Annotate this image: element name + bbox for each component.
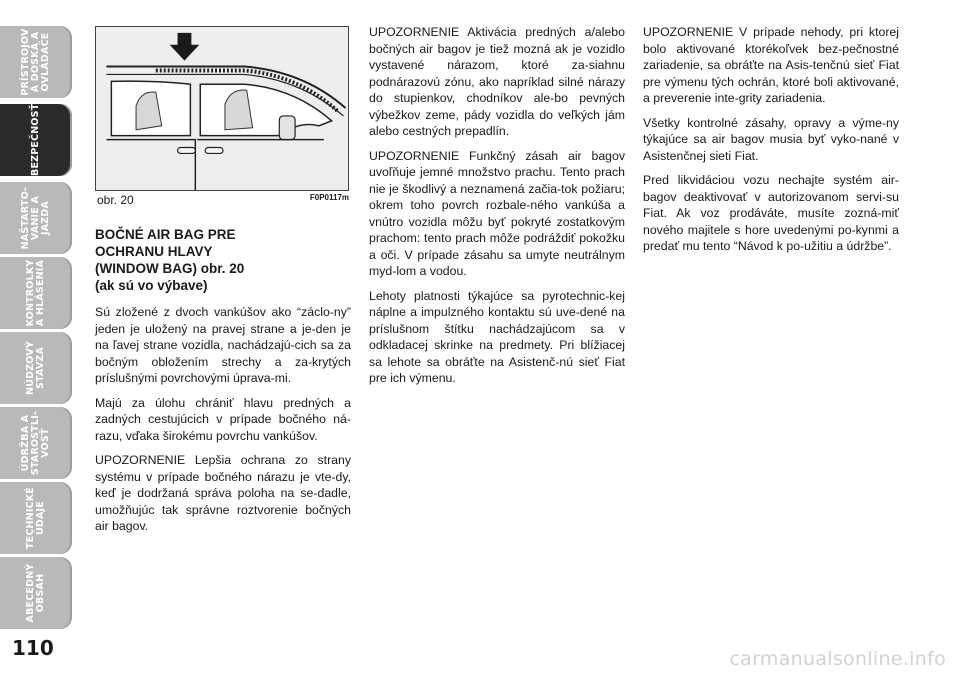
text-column-3 <box>643 24 899 263</box>
tab-label: PRÍSTROJOV Á DOSKA A OVLÁDAČE <box>20 28 51 96</box>
tab-pristrojova-doska[interactable] <box>0 26 72 98</box>
figure-caption: obr. 20 <box>97 193 134 207</box>
paragraph: Sú zložené z dvoch vankúšov ako “záclo-ny” jeden je uložený na pravej strane a je-den je na ľavej strane vozidla, nachádzajú-cich sa za bočným obložením strechy a za-krytých príslušnými povrchovými úprava-mi. <box>95 305 351 385</box>
figure-code: F0P0117m <box>309 193 349 202</box>
figure-20 <box>95 26 349 216</box>
text-column-2 <box>369 24 625 395</box>
section-heading: BOČNÉ AIR BAG PRE OCHRANU HLAVY (WINDOW BAG) obr. 20 (ak sú vo výbave) <box>95 227 245 293</box>
paragraph: Všetky kontrolné zásahy, opravy a výme-ny týkajúce sa air bagov musia byť vyko-nané v Asistenčnej sieti Fiat. <box>643 115 899 163</box>
car-door-illustration <box>95 26 349 191</box>
tab-abecedny-obsah[interactable] <box>0 557 72 629</box>
chapter-tabs <box>0 0 80 677</box>
text-column-1 <box>95 226 351 543</box>
paragraph: UPOZORNENIE Lepšia ochrana zo strany systému v prípade bočného nárazu je vte-dy, keď je dodržaná správa poloha na se-dadle, umožňujúc tak správne roztvorenie bočných air bagov. <box>95 453 351 533</box>
paragraph: UPOZORNENIE Funkčný zásah air bagov uvoľňuje jemné množstvo prachu. Tento prach nie je škodlivý a neznamená začia-tok požiaru; okrem toho povrch rozbale-ného vankúša a vnútro vozidla môžu byť pokryté zostatkovým prachom: tento prach môže podráždiť pokožku a oči. V prípade zásahu sa umyte neutrálnym myd-lom a vodou. <box>369 148 625 278</box>
tab-label: ABECEDNÝ OBSAH <box>25 563 46 623</box>
paragraph: UPOZORNENIE V prípade nehody, pri ktorej bolo aktivované ktorékoľvek bez-pečnostné zariadenie, sa obráťte na Asis-tenčnú sieť Fiat pre výmenu tých ochrán, ktoré boli aktivované, a preverenie inte-grity zariadenia. <box>643 25 899 105</box>
tab-label: TECHNICKÉ ÚDAJE <box>25 487 46 550</box>
tab-technicke-udaje[interactable] <box>0 482 72 554</box>
tab-kontrolky[interactable] <box>0 257 72 329</box>
tab-nudzovy-stav[interactable] <box>0 332 72 404</box>
watermark: carmanualsonline.info <box>729 648 946 670</box>
paragraph: UPOZORNENIE Aktivácia predných a/alebo bočných air bagov je tiež mozná ak je vozidlo vystavené nárazom, ktoré za-siahnu podnárazovú zónu, ako napríklad silné nárazy do stupienkov, chodníkov ale-bo pevných výbežkov zeme, pády vozidla do veľkých jám alebo cestných prepadlín. <box>369 25 625 138</box>
tab-label: NAŠTARTO- VANIE A JAZDA <box>20 186 51 250</box>
tab-udrzba[interactable] <box>0 407 72 479</box>
tab-bezpecnost[interactable] <box>0 104 72 176</box>
tab-label: BEZPEČNOSŤ <box>30 103 41 176</box>
tab-label: NÚDZOVÝ STAVZA <box>25 341 46 395</box>
tab-label: ÚDRŽBA A STAROSTLI- VOSŤ <box>20 410 51 476</box>
tab-nastartovanie[interactable] <box>0 182 72 254</box>
page-number: 110 <box>12 636 54 660</box>
paragraph: Lehoty platnosti týkajúce sa pyrotechnic-kej náplne a impulzného kontaktu sú uve-dené na príslušnom štítku nachádzajúcom sa v odkladacej skrinke na predmety. Pri blížiacej sa lehote sa obráťte na Asistenč-nú sieť Fiat pre ich výmenu. <box>369 288 625 385</box>
paragraph: Majú za úlohu chrániť hlavu predných a zadných cestujúcich v prípade bočného ná-razu, vďaka širokému povrchu vankúšov. <box>95 395 351 443</box>
tab-label: KONTROLKY A HLÁSENIA <box>25 259 46 327</box>
paragraph: Pred likvidáciou vozu nechajte systém air-bagov deaktivovať v autorizovanom servi-su Fiat. Ak voz prodáváte, musíte zozná-miť nového majitele s hore uvedenými po-kynmi a predať mu tento “Návod k po-užitiu a údržbe”. <box>643 173 899 253</box>
